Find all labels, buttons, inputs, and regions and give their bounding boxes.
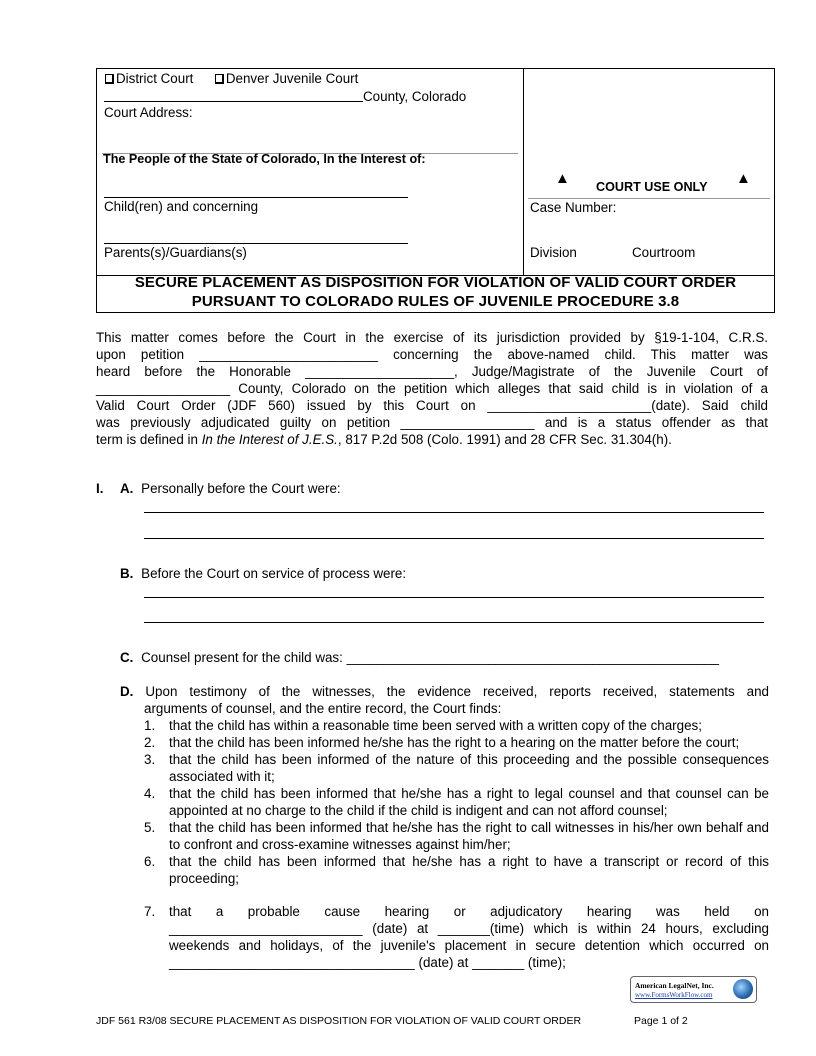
intro-line-4: __________________ County, Colorado on the petition which alleges that said child is in violation of a [96, 381, 768, 396]
item-d [120, 683, 769, 717]
county-name-blank[interactable]: __________________ [96, 381, 231, 396]
courtroom-label: Courtroom [632, 245, 696, 260]
denver-juvenile-court-checkbox[interactable] [215, 74, 224, 84]
intro-line-2: upon petition ________________________ concerning the above-named child. This matter was [96, 347, 768, 362]
finding-7-line-1: that a probable cause hearing or adjudicatory hearing was held on [169, 904, 769, 919]
finding-number: 5. [144, 820, 156, 835]
finding-number: 1. [144, 718, 156, 733]
finding-item [144, 785, 769, 819]
logo-url[interactable]: www.FormsWorkFlow.com [635, 991, 713, 999]
findings-list [144, 717, 769, 887]
court-type-row [105, 71, 358, 86]
finding-item [144, 819, 769, 853]
finding-number: 2. [144, 735, 156, 750]
section-roman: I. [96, 481, 104, 496]
case-number-label: Case Number: [530, 200, 617, 215]
children-label: Child(ren) and concerning [104, 199, 259, 214]
adjudicated-petition-blank[interactable]: __________________ [400, 415, 535, 430]
judge-blank[interactable]: ____________________ [305, 364, 455, 379]
caption-box [96, 68, 775, 313]
item-a-text: Personally before the Court were: [141, 481, 341, 496]
finding-text: that the child has been informed of the nature of this proceeding and the possible consequences associated with it; [169, 752, 769, 784]
division-label: Division [530, 245, 577, 260]
finding-item [144, 717, 769, 734]
intro-line-7: term is defined in In the Interest of J.E.S., 817 P.2d 508 (Colo. 1991) and 28 CFR Sec. 31.304(h). [96, 432, 672, 447]
logo-company-name: American LegalNet, Inc. [635, 981, 714, 990]
intro-line-1: This matter comes before the Court in the exercise of its jurisdiction provided by §19-1-104, C.R.S. [96, 330, 768, 345]
intro-line-3: heard before the Honorable ____________________, Judge/Magistrate of the Juvenile Court of [96, 364, 768, 379]
item-b [120, 566, 406, 581]
item-b-answer-line-2[interactable] [144, 622, 764, 623]
form-title-line-2: PURSUANT TO COLORADO RULES OF JUVENILE PROCEDURE 3.8 [191, 293, 680, 310]
form-title-line-1: SECURE PLACEMENT AS DISPOSITION FOR VIOLATION OF VALID COURT ORDER [134, 274, 737, 291]
globe-icon [733, 979, 753, 999]
item-d-text-2: arguments of counsel, and the entire record, the Court finds: [144, 701, 502, 716]
left-up-arrow-icon: ▲ [555, 170, 570, 187]
finding-number: 6. [144, 854, 156, 869]
parents-label: Parents(s)/Guardians(s) [104, 245, 247, 260]
finding-7-line-3: weekends and holidays, of the juvenile's placement in secure detention which occurred on [169, 938, 769, 953]
district-court-label: District Court [116, 71, 194, 86]
court-address-label: Court Address: [104, 105, 193, 120]
right-up-arrow-icon: ▲ [736, 170, 751, 187]
finding-number: 3. [144, 752, 156, 767]
intro-paragraph [96, 329, 768, 448]
item-c-text: Counsel present for the child was: [141, 650, 347, 665]
finding-text: that the child has been informed he/she has the right to a hearing on the matter before the court; [169, 735, 740, 750]
footer-form-id: JDF 561 R3/08 SECURE PLACEMENT AS DISPOSITION FOR VIOLATION OF VALID COURT ORDER [96, 1015, 582, 1027]
item-a-answer-line-2[interactable] [144, 538, 764, 539]
item-b-label: B. [120, 566, 134, 581]
item-c [120, 650, 719, 665]
item-b-text: Before the Court on service of process were: [141, 566, 407, 581]
finding-text: that the child has been informed that he/she has a right to have a transcript or record of this proceeding; [169, 854, 769, 886]
finding-7-number: 7. [144, 904, 156, 919]
child-name-blank[interactable] [104, 197, 408, 198]
finding-text: that the child has been informed that he/she has the right to call witnesses in his/her own behalf and to confront and cross-examine witnesses against him/her; [169, 820, 769, 852]
finding-text: that the child has been informed that he/she has a right to legal counsel and that counsel can be appointed at no charge to the child if the child is indigent and can not afford counsel; [169, 786, 769, 818]
finding-number: 4. [144, 786, 156, 801]
order-date-blank[interactable]: ______________________ [487, 398, 652, 413]
people-line: The People of the State of Colorado, In the Interest of: [103, 152, 426, 166]
finding-item [144, 751, 769, 785]
finding-7-line-4[interactable]: _________________________________ (date) at _______ (time); [169, 955, 566, 970]
footer-page-number: Page 1 of 2 [634, 1015, 688, 1027]
court-use-separator [528, 198, 770, 199]
item-d-text-1: Upon testimony of the witnesses, the evidence received, reports received, statements and [145, 684, 769, 699]
finding-7-line-2[interactable]: __________________________ (date) at _______(time) which is within 24 hours, excluding [169, 921, 769, 936]
item-a-answer-line-1[interactable] [144, 512, 764, 513]
finding-text: that the child has within a reasonable time been served with a written copy of the charges; [169, 718, 702, 733]
court-use-only-label: COURT USE ONLY [596, 180, 708, 194]
american-legalnet-logo[interactable] [630, 976, 757, 1003]
intro-line-5: Valid Court Order (JDF 560) issued by this Court on ______________________(date). Said child [96, 398, 768, 413]
item-c-label: C. [120, 650, 134, 665]
finding-7 [144, 903, 769, 971]
item-a [120, 481, 341, 496]
item-b-answer-line-1[interactable] [144, 597, 764, 598]
finding-item [144, 853, 769, 887]
petition-blank[interactable]: ________________________ [199, 347, 378, 362]
district-court-checkbox[interactable] [105, 74, 114, 84]
denver-juvenile-court-label: Denver Juvenile Court [225, 71, 359, 86]
caption-divider [523, 69, 524, 275]
county-blank[interactable] [104, 101, 363, 102]
item-d-label: D. [120, 684, 134, 699]
parents-name-blank[interactable] [104, 243, 408, 244]
finding-item [144, 734, 769, 751]
intro-line-6: was previously adjudicated guilty on petition __________________ and is a status offender as that [96, 415, 769, 430]
item-a-label: A. [120, 481, 134, 496]
counsel-blank[interactable]: __________________________________________________ [346, 650, 719, 665]
county-label: County, Colorado [363, 89, 467, 104]
case-citation: In the Interest of J.E.S. [201, 432, 338, 447]
